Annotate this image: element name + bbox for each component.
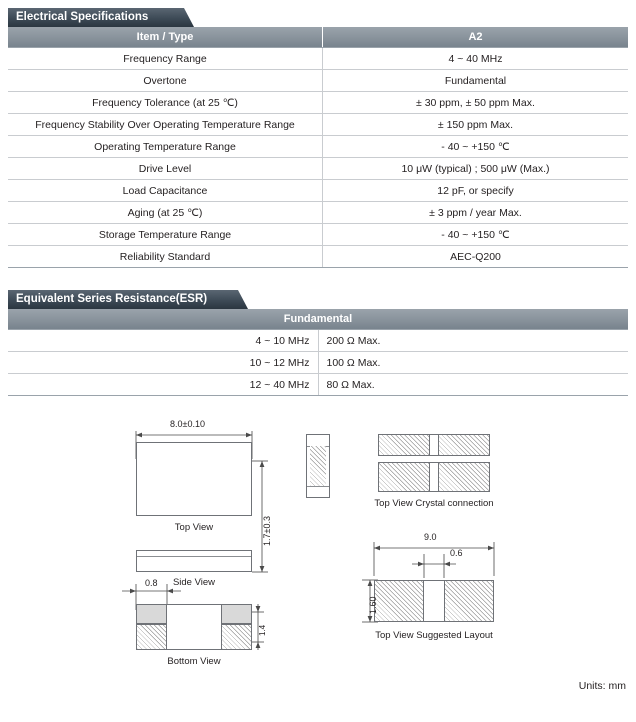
cell-item: Operating Temperature Range (8, 136, 323, 158)
cell-value: Fundamental (323, 70, 629, 92)
table-row (8, 136, 628, 158)
electrical-specifications-table (8, 27, 628, 268)
end-view-line-bottom (307, 486, 329, 487)
esr-table-head (8, 309, 628, 330)
side-view-body (136, 550, 252, 572)
top-view-label: Top View (174, 522, 214, 533)
table-row (8, 224, 628, 246)
crystal-connection-hatch-upper-right (438, 434, 490, 456)
cell-item: Aging (at 25 ℃) (8, 202, 323, 224)
bottom-view-hatch-left (136, 624, 167, 650)
column-header-type: A2 (323, 27, 629, 48)
cell-item: Load Capacitance (8, 180, 323, 202)
units-note: Units: mm (578, 680, 626, 692)
side-view-inner-line (137, 556, 251, 557)
esr-header-row (8, 309, 628, 330)
column-header-item: Item / Type (8, 27, 323, 48)
crystal-connection-hatch-upper-left (378, 434, 430, 456)
cell-item: Frequency Stability Over Operating Temperature Range (8, 114, 323, 136)
table-row (8, 48, 628, 70)
cell-item: Frequency Tolerance (at 25 ℃) (8, 92, 323, 114)
cell-value: ± 30 ppm, ± 50 ppm Max. (323, 92, 629, 114)
crystal-connection-hatch-lower-left (378, 462, 430, 492)
cell-frequency: 12 ~ 40 MHz (8, 374, 318, 396)
dimension-layout-gap: 0.6 (450, 548, 463, 558)
cell-item: Storage Temperature Range (8, 224, 323, 246)
table-row (8, 202, 628, 224)
top-spacer (0, 0, 636, 8)
esr-table-body (8, 330, 628, 396)
cell-frequency: 10 ~ 12 MHz (8, 352, 318, 374)
dimension-layout-height: 1.60 (368, 596, 378, 614)
cell-frequency: 4 ~ 10 MHz (8, 330, 318, 352)
cell-item: Reliability Standard (8, 246, 323, 268)
table-row (8, 70, 628, 92)
cell-value: 10 μW (typical) ; 500 μW (Max.) (323, 158, 629, 180)
electrical-specifications-title: Electrical Specifications (16, 11, 149, 23)
section-spacer (0, 268, 636, 290)
cell-item: Overtone (8, 70, 323, 92)
cell-item: Frequency Range (8, 48, 323, 70)
table-row (8, 158, 628, 180)
esr-banner (8, 290, 628, 309)
cell-resistance: 80 Ω Max. (318, 374, 628, 396)
cell-value: ± 150 ppm Max. (323, 114, 629, 136)
table-row (8, 180, 628, 202)
side-view-label: Side View (172, 577, 216, 588)
table-row (8, 330, 628, 352)
table-row (8, 246, 628, 268)
dimension-top-height: 1.7±0.3 (262, 516, 272, 546)
table-row (8, 114, 628, 136)
suggested-layout-pad-left (374, 580, 424, 622)
bottom-view-hatch-right (221, 624, 252, 650)
table-head (8, 27, 628, 48)
esr-title: Equivalent Series Resistance(ESR) (16, 293, 208, 305)
cell-value: 12 pF, or specify (323, 180, 629, 202)
cell-value: ± 3 ppm / year Max. (323, 202, 629, 224)
top-view-suggested-layout-label: Top View Suggested Layout (375, 630, 493, 641)
bottom-view-label: Bottom View (167, 656, 221, 667)
table-row (8, 92, 628, 114)
cell-resistance: 100 Ω Max. (318, 352, 628, 374)
dimension-layout-width: 9.0 (424, 532, 437, 542)
cell-value: 4 ~ 40 MHz (323, 48, 629, 70)
suggested-layout-pad-right (444, 580, 494, 622)
cell-item: Drive Level (8, 158, 323, 180)
cell-value: - 40 ~ +150 ℃ (323, 136, 629, 158)
table-row (8, 374, 628, 396)
dimension-top-width: 8.0±0.10 (170, 419, 205, 429)
crystal-connection-hatch-lower-right (438, 462, 490, 492)
electrical-specifications-banner (8, 8, 628, 27)
cell-resistance: 200 Ω Max. (318, 330, 628, 352)
cell-value: AEC-Q200 (323, 246, 629, 268)
dimension-bottom-pad-width: 0.8 (145, 578, 158, 588)
esr-table (8, 309, 628, 396)
table-row (8, 352, 628, 374)
bottom-view-pad-right (221, 604, 252, 624)
esr-column-header-fundamental: Fundamental (8, 309, 628, 330)
table-body (8, 48, 628, 268)
top-view-body (136, 442, 252, 516)
top-view-crystal-connection-label: Top View Crystal connection (374, 498, 494, 509)
bottom-view-pad-left (136, 604, 167, 624)
mechanical-drawings (0, 414, 636, 704)
end-view-hatch (310, 446, 326, 486)
dimension-bottom-pad-height: 1.4 (258, 624, 267, 636)
table-header-row (8, 27, 628, 48)
cell-value: - 40 ~ +150 ℃ (323, 224, 629, 246)
